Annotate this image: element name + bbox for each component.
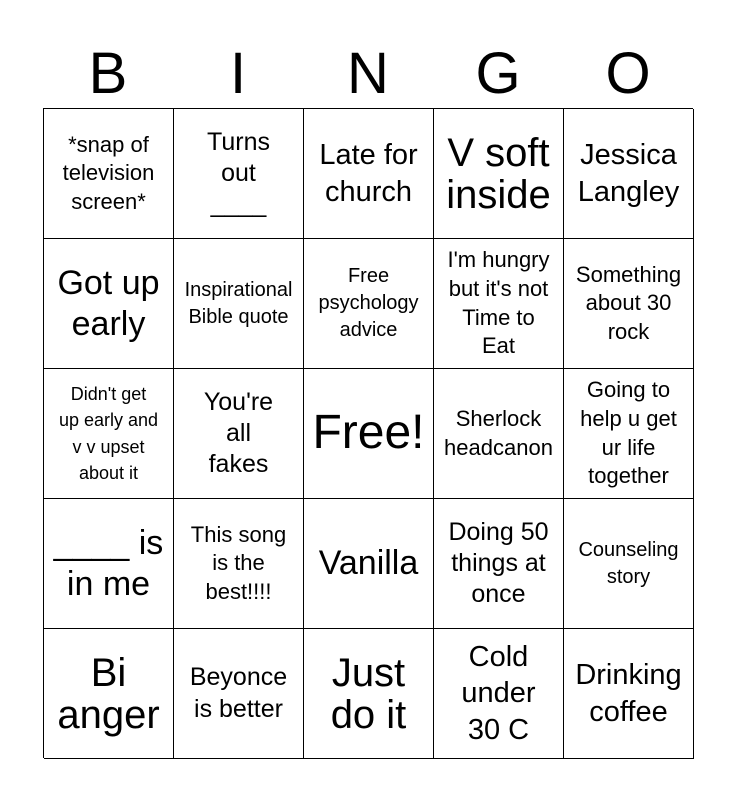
- bingo-cell[interactable]: V soft inside: [434, 109, 564, 239]
- bingo-cell[interactable]: This song is the best!!!!: [174, 499, 304, 629]
- bingo-cell[interactable]: *snap of television screen*: [44, 109, 174, 239]
- bingo-cell[interactable]: Turns out ____: [174, 109, 304, 239]
- bingo-cell[interactable]: Bi anger: [44, 629, 174, 759]
- bingo-cell[interactable]: Beyonce is better: [174, 629, 304, 759]
- bingo-cell[interactable]: I'm hungry but it's not Time to Eat: [434, 239, 564, 369]
- bingo-cell[interactable]: Something about 30 rock: [564, 239, 694, 369]
- bingo-cell[interactable]: Just do it: [304, 629, 434, 759]
- free-space-cell[interactable]: Free!: [304, 369, 434, 499]
- bingo-cell[interactable]: Going to help u get ur life together: [564, 369, 694, 499]
- bingo-cell[interactable]: Counseling story: [564, 499, 694, 629]
- bingo-cell[interactable]: Got up early: [44, 239, 174, 369]
- header-letter-o: O: [605, 41, 651, 106]
- bingo-cell[interactable]: Doing 50 things at once: [434, 499, 564, 629]
- header-letter-i: I: [229, 41, 247, 106]
- bingo-board: [43, 108, 693, 758]
- bingo-cell[interactable]: You're all fakes: [174, 369, 304, 499]
- header-letter-g: G: [475, 41, 521, 106]
- bingo-cell[interactable]: Vanilla: [304, 499, 434, 629]
- bingo-cell[interactable]: Free psychology advice: [304, 239, 434, 369]
- bingo-cell[interactable]: Late for church: [304, 109, 434, 239]
- bingo-cell[interactable]: Cold under 30 C: [434, 629, 564, 759]
- bingo-cell[interactable]: Jessica Langley: [564, 109, 694, 239]
- bingo-cell[interactable]: Didn't get up early and v v upset about it: [44, 369, 174, 499]
- bingo-header: [43, 40, 693, 108]
- bingo-cell[interactable]: ____ is in me: [44, 499, 174, 629]
- bingo-cell[interactable]: Drinking coffee: [564, 629, 694, 759]
- header-letter-b: B: [88, 41, 128, 106]
- bingo-cell[interactable]: Sherlock headcanon: [434, 369, 564, 499]
- header-letter-n: N: [347, 41, 389, 106]
- bingo-cell[interactable]: Inspirational Bible quote: [174, 239, 304, 369]
